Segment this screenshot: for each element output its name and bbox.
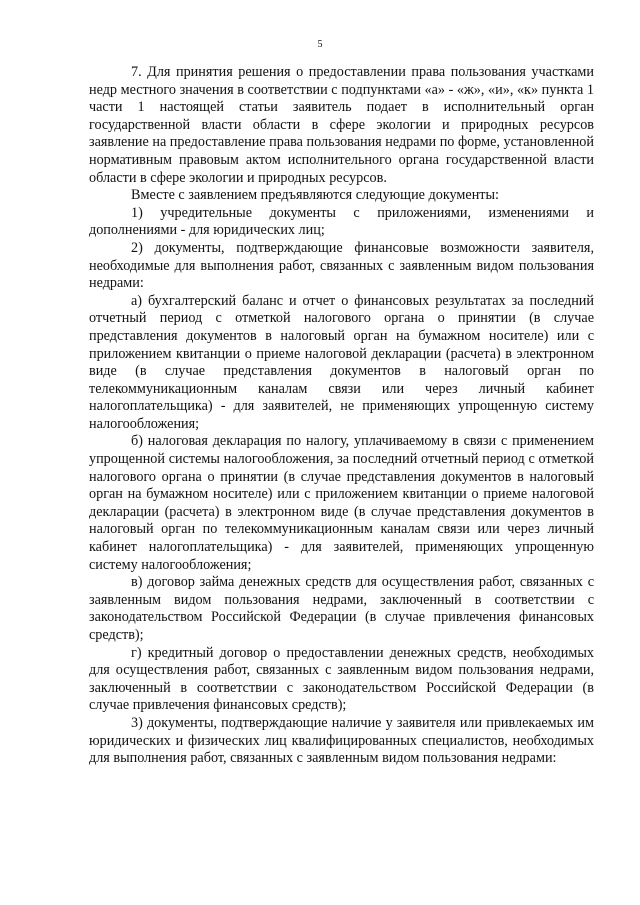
paragraph-subitem-2v: в) договор займа денежных средств для осуществления работ, связанных с заявленным видом пользования недрами, заключенный в соответствии с законодательством Российской Федерации (в случае привлечения финансовых средств); (89, 574, 594, 643)
page-number: 5 (317, 39, 323, 50)
paragraph-subitem-2: 2) документы, подтверждающие финансовые возможности заявителя, необходимые для выполнения работ, связанных с заявленным видом пользования недрами: (89, 239, 594, 292)
paragraph-subitem-2a: а) бухгалтерский баланс и отчет о финансовых результатах за последний отчетный период с отметкой налогового органа о принятии (в случае представления документов в налоговый орган на бумажном носителе) или с приложением квитанции о приеме налоговой декларации (расчета) в электронном виде (в случае представления документов в налоговый орган по телекоммуникационным каналам связи или через личный кабинет налогоплательщика) - для заявителей, не применяющих упрощенную систему налогообложения; (89, 292, 594, 432)
paragraph-item-7: 7. Для принятия решения о предоставлении права пользования участками недр местного значения в соответствии с подпунктами «а» - «ж», «и», «к» пункта 1 части 1 настоящей статьи заявитель подает в исполнительный орган государственной власти области в сфере экологии и природных ресурсов заявление на предоставление права пользования недрами по форме, установленной нормативным правовым актом исполнительного органа государственной власти области в сфере экологии и природных ресурсов. (89, 64, 594, 186)
paragraph-subitem-1: 1) учредительные документы с приложениями, изменениями и дополнениями - для юридических лиц; (89, 204, 594, 239)
paragraph-subitem-3: 3) документы, подтверждающие наличие у заявителя или привлекаемых им юридических и физических лиц квалифицированных специалистов, необходимых для выполнения работ, связанных с заявленным видом пользования недрами: (89, 714, 594, 767)
document-body (89, 64, 594, 768)
paragraph-subitem-2b: б) налоговая декларация по налогу, уплачиваемому в связи с применением упрощенной системы налогообложения, за последний отчетный период с отметкой налогового органа о принятии (в случае представления документов в налоговый орган на бумажном носителе) или с приложением квитанции о приеме налоговой декларации (расчета) в электронном виде (в случае представления документов в налоговый орган по телекоммуникационным каналам связи или через личный кабинет налогоплательщика) - для заявителей, применяющих упрощенную систему налогообложения; (89, 433, 594, 573)
paragraph-documents-intro: Вместе с заявлением предъявляются следующие документы: (131, 187, 499, 204)
paragraph-subitem-2g: г) кредитный договор о предоставлении денежных средств, необходимых для осуществления работ, связанных с заявленным видом пользования недрами, заключенный в соответствии с законодательством Российской Федерации (в случае привлечения финансовых средств); (89, 644, 594, 714)
